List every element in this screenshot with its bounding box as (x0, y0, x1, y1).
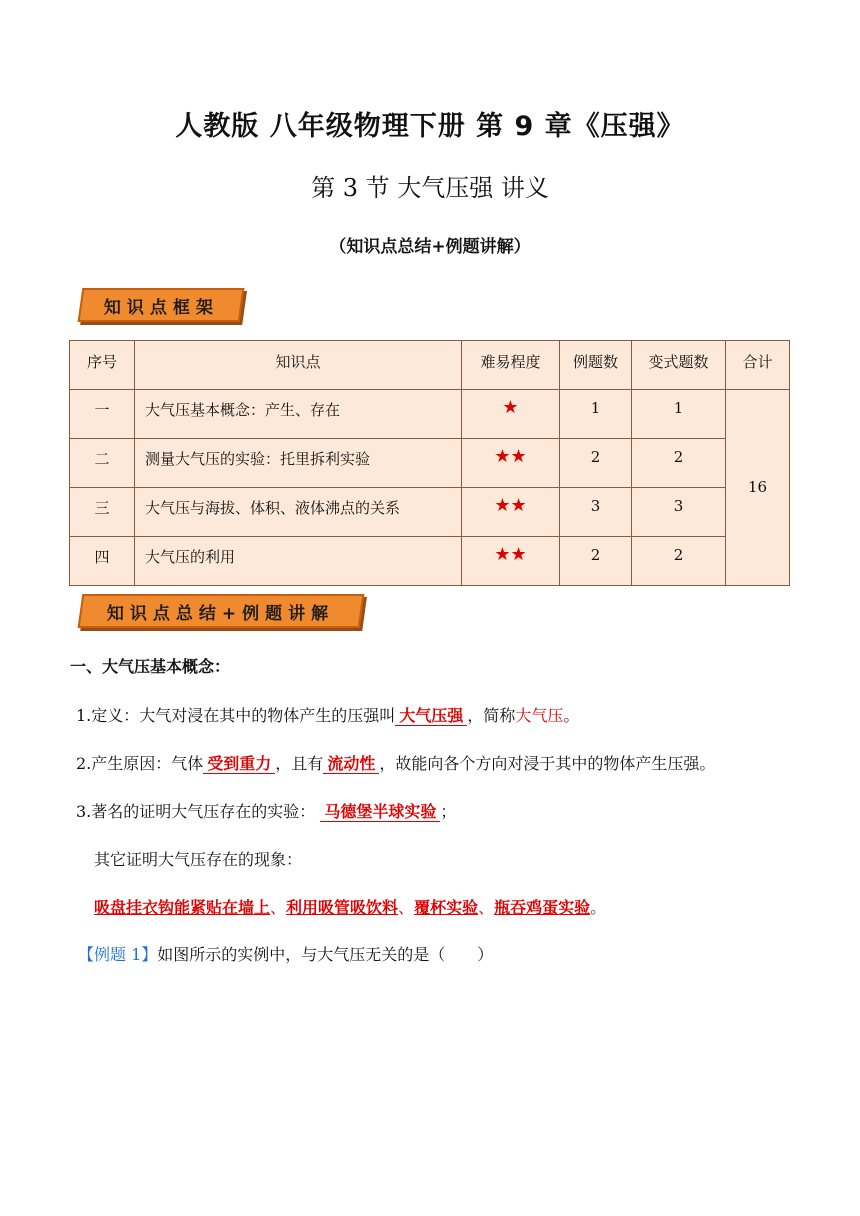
col-header-difficulty: 难易程度 (462, 341, 560, 390)
cause-end: ，故能向各个方向对浸于其中的物体产生压强。 (379, 754, 716, 773)
example-text: 如图所示的实例中，与大气压无关的是（ ） (157, 945, 494, 964)
example-1 (78, 942, 493, 965)
col-header-examples: 例题数 (560, 341, 632, 390)
cause-prefix: 2.产生原因：气体 (76, 754, 204, 773)
col-header-no: 序号 (70, 341, 135, 390)
experiment-prefix: 3.著名的证明大气压存在的实验： (76, 802, 316, 821)
row-topic: 大气压与海拔、体积、液体沸点的关系 (135, 488, 462, 537)
cause-answer-1: 受到重力 (203, 754, 275, 774)
total-cell: 16 (726, 390, 790, 586)
row-difficulty: ★★ (462, 439, 560, 488)
phenomenon-sep: 、 (478, 898, 495, 917)
table-row (70, 439, 790, 488)
row-no: 四 (70, 537, 135, 586)
col-header-topic: 知识点 (135, 341, 462, 390)
experiment-line (76, 799, 456, 822)
table-row (70, 537, 790, 586)
col-header-variants: 变式题数 (632, 341, 726, 390)
row-no: 一 (70, 390, 135, 439)
row-examples: 2 (560, 439, 632, 488)
banner-label: 知识点总结+例题讲解 (107, 603, 335, 624)
row-topic: 测量大气压的实验：托里拆利实验 (135, 439, 462, 488)
phenomenon-end: 。 (590, 898, 607, 917)
page-subtitle: 第 3 节 大气压强 讲义 (311, 174, 549, 202)
row-examples: 2 (560, 537, 632, 586)
row-difficulty: ★★ (462, 537, 560, 586)
col-header-total: 合计 (726, 341, 790, 390)
definition-short: 大气压 (515, 706, 564, 725)
table-row (70, 390, 790, 439)
summary-banner (78, 594, 365, 628)
row-difficulty: ★ (462, 390, 560, 439)
cause-mid: ，且有 (275, 754, 324, 773)
knowledge-table (69, 340, 790, 586)
other-phenomena-line: 其它证明大气压存在的现象： (94, 850, 303, 869)
table-header-row (70, 341, 790, 390)
definition-line (76, 703, 579, 726)
phenomenon-sep: 、 (398, 898, 415, 917)
row-no: 三 (70, 488, 135, 537)
row-variants: 3 (632, 488, 726, 537)
page-subnote: （知识点总结+例题讲解） (329, 237, 531, 257)
row-difficulty: ★★ (462, 488, 560, 537)
definition-answer: 大气压强 (395, 706, 467, 726)
row-topic: 大气压基本概念：产生、存在 (135, 390, 462, 439)
row-examples: 3 (560, 488, 632, 537)
cause-answer-2: 流动性 (323, 754, 379, 774)
row-topic: 大气压的利用 (135, 537, 462, 586)
example-label: 【例题 1】 (78, 945, 158, 964)
phenomenon-item: 利用吸管吸饮料 (286, 898, 399, 917)
cause-line (76, 751, 715, 774)
experiment-answer: 马德堡半球实验 (320, 802, 440, 822)
row-variants: 2 (632, 439, 726, 488)
table-row (70, 488, 790, 537)
phenomenon-item: 覆杯实验 (414, 898, 479, 917)
phenomenon-sep: 、 (270, 898, 287, 917)
row-variants: 1 (632, 390, 726, 439)
section-heading: 一、大气压基本概念： (70, 657, 231, 676)
definition-mid: ，简称 (467, 706, 516, 725)
banner-label: 知识点框架 (103, 297, 219, 318)
knowledge-framework-banner (78, 288, 245, 322)
phenomenon-item: 吸盘挂衣钩能紧贴在墙上 (94, 898, 271, 917)
definition-prefix: 1.定义：大气对浸在其中的物体产生的压强叫 (76, 706, 396, 725)
row-examples: 1 (560, 390, 632, 439)
row-no: 二 (70, 439, 135, 488)
phenomena-list (94, 895, 606, 918)
phenomenon-item: 瓶吞鸡蛋实验 (494, 898, 591, 917)
row-variants: 2 (632, 537, 726, 586)
page-title: 人教版 八年级物理下册 第 9 章《压强》 (175, 111, 685, 142)
experiment-end: ； (440, 802, 457, 821)
definition-end: 。 (563, 706, 580, 725)
